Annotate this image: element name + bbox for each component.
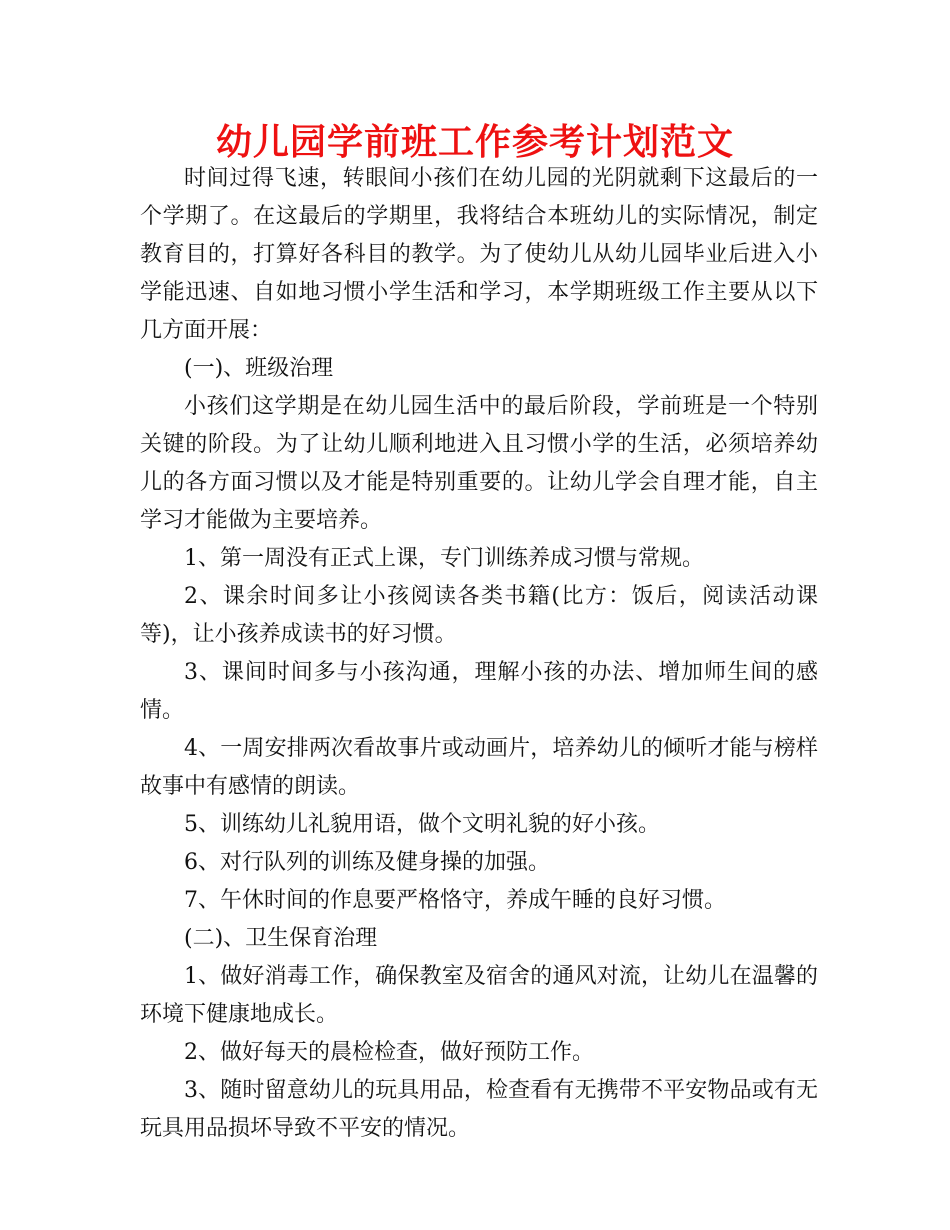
document-title: 幼儿园学前班工作参考计划范文 xyxy=(215,122,734,163)
section-heading-hygiene-care: (二)、卫生保育治理 xyxy=(184,926,378,951)
list-item: 7、午休时间的作息要严格恪守，养成午睡的良好习惯。 xyxy=(184,888,726,913)
list-item: 4、一周安排两次看故事片或动画片，培养幼儿的倾听才能与榜样故事中有感情的朗读。 xyxy=(140,736,818,799)
document-body xyxy=(140,160,818,1148)
list-item: 6、对行队列的训练及健身操的加强。 xyxy=(184,850,550,875)
intro-paragraph: 时间过得飞速，转眼间小孩们在幼儿园的光阴就剩下这最后的一个学期了。在这最后的学期里，我将结合本班幼儿的实际情况，制定教育目的，打算好各科目的教学。为了使幼儿从幼儿园毕业后进入小学能迅速、自如地习惯小学生活和学习，本学期班级工作主要从以下几方面开展： xyxy=(140,166,818,343)
list-item: 2、课余时间多让小孩阅读各类书籍(比方：饭后，阅读活动课等)，让小孩养成读书的好习惯。 xyxy=(140,584,818,647)
list-item: 1、第一周没有正式上课，专门训练养成习惯与常规。 xyxy=(184,546,704,571)
list-item: 3、随时留意幼儿的玩具用品，检查看有无携带不平安物品或有无玩具用品损坏导致不平安的情况。 xyxy=(140,1078,818,1141)
class-management-paragraph: 小孩们这学期是在幼儿园生活中的最后阶段，学前班是一个特别关键的阶段。为了让幼儿顺利地进入且习惯小学的生活，必须培养幼儿的各方面习惯以及才能是特别重要的。让幼儿学会自理才能，自主学习才能做为主要培养。 xyxy=(140,394,818,533)
list-item: 3、课间时间多与小孩沟通，理解小孩的办法、增加师生间的感情。 xyxy=(140,660,818,723)
list-item: 1、做好消毒工作，确保教室及宿舍的通风对流，让幼儿在温馨的环境下健康地成长。 xyxy=(140,964,818,1027)
list-item: 5、训练幼儿礼貌用语，做个文明礼貌的好小孩。 xyxy=(184,812,660,837)
section-heading-class-management: (一)、班级治理 xyxy=(184,356,334,381)
list-item: 2、做好每天的晨检检查，做好预防工作。 xyxy=(184,1040,594,1065)
